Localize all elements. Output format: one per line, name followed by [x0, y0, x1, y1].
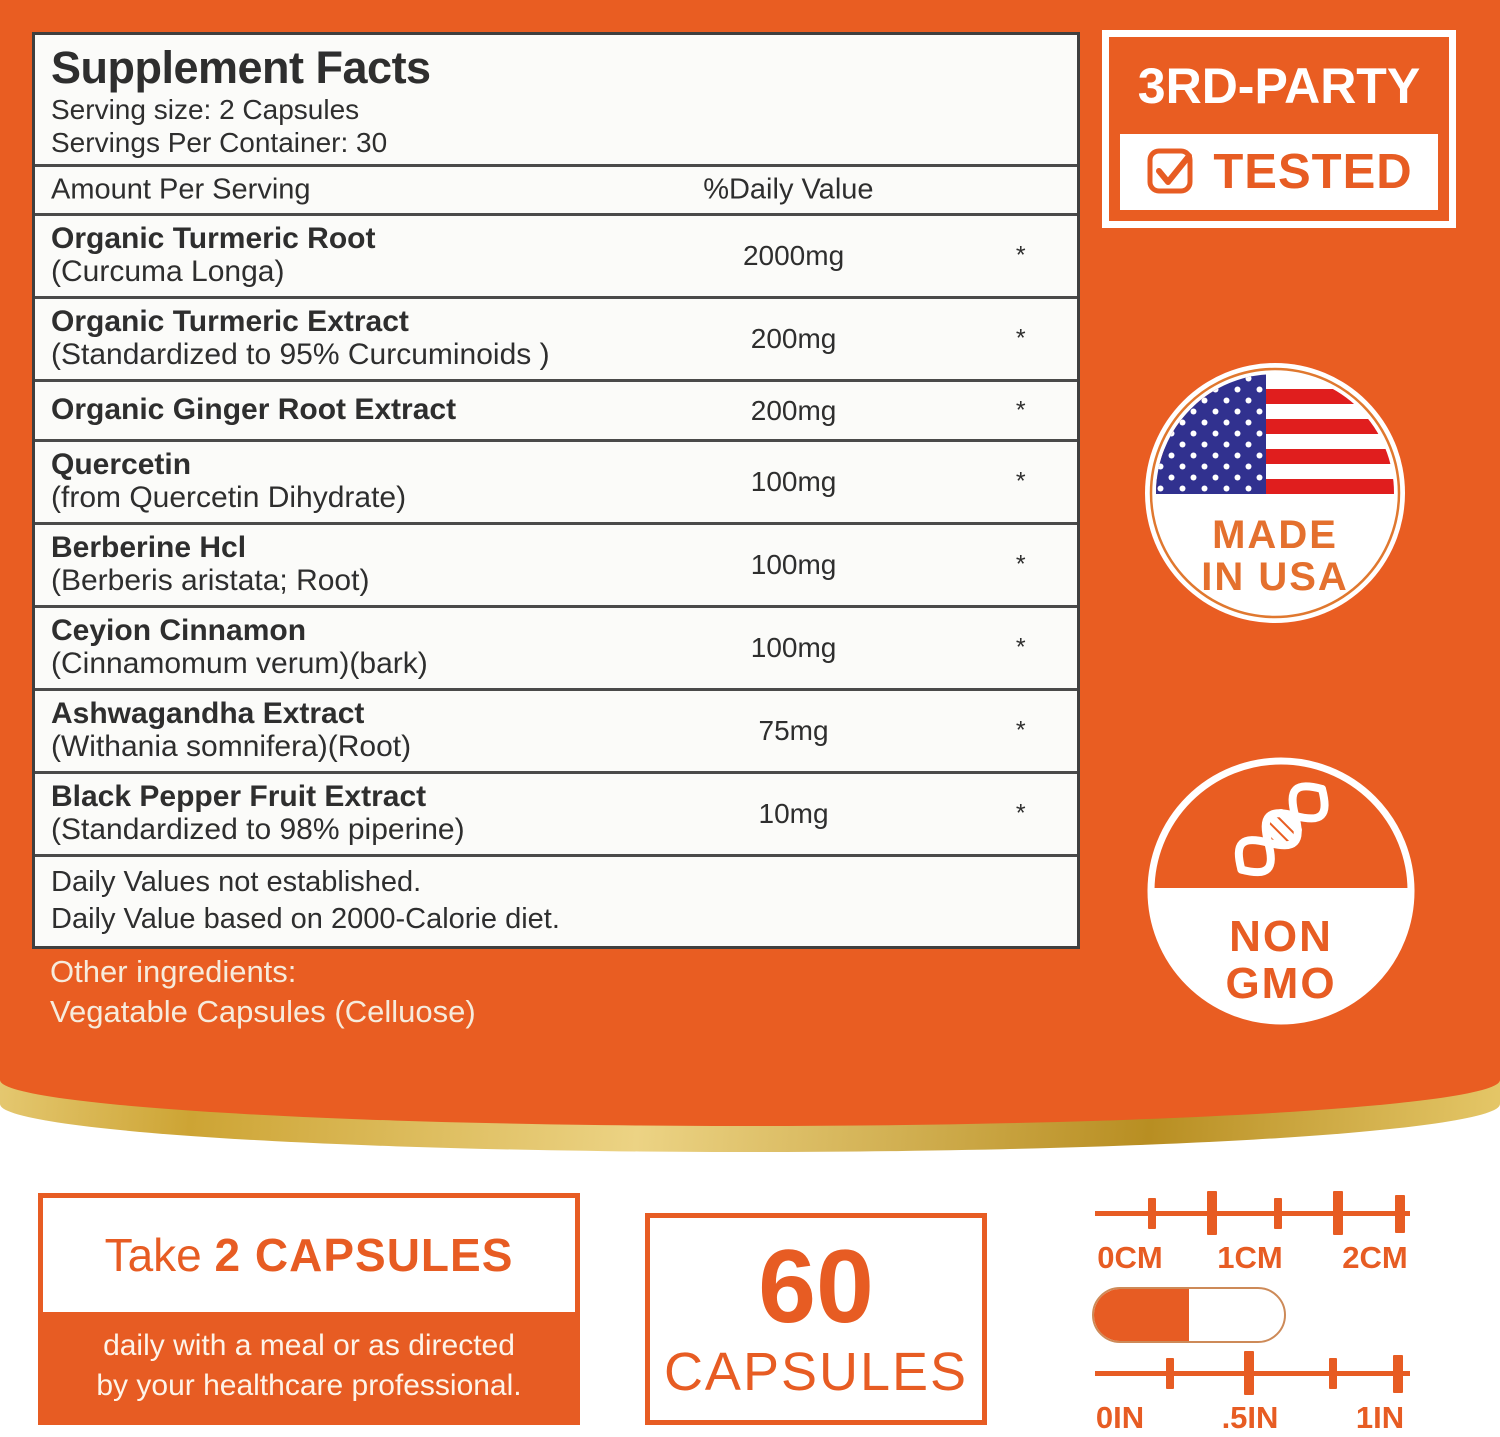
ingredient-dv-asterisk: *: [1015, 550, 1026, 579]
other-ingredients: [50, 952, 476, 1033]
servings-per-container-text: Servings Per Container: 30: [51, 127, 388, 159]
dosage-headline-regular: Take: [104, 1229, 215, 1281]
ingredient-dv-asterisk: *: [1015, 633, 1026, 662]
serving-size-text: Serving size: 2 Capsules: [51, 94, 360, 126]
ingredient-rows: [35, 213, 1077, 854]
tested-label: TESTED: [1213, 145, 1413, 199]
in-usa-label: IN USA: [1201, 555, 1349, 599]
footnote-line-2: Daily Value based on 2000-Calorie diet.: [51, 902, 560, 935]
checkbox-check-icon: [1145, 144, 1197, 201]
cm-tick: [1333, 1191, 1343, 1235]
dosage-card: [38, 1193, 580, 1425]
non-label: NON: [1229, 912, 1333, 961]
third-party-label: 3RD-PARTY: [1137, 57, 1421, 114]
dosage-headline-bold: 2 CAPSULES: [214, 1229, 514, 1281]
ingredient-detail: (from Quercetin Dihydrate): [51, 481, 407, 515]
made-in-usa-badge: [1144, 362, 1406, 624]
table-column-header: [35, 164, 1077, 213]
ingredient-dv-asterisk: *: [1015, 396, 1026, 425]
ingredient-amount: 100mg: [750, 466, 837, 498]
ingredient-amount: 2000mg: [742, 240, 845, 272]
table-row: [35, 771, 1077, 854]
ingredient-detail: (Standardized to 98% piperine): [51, 813, 465, 847]
cm-tick: [1207, 1191, 1217, 1235]
ingredient-dv-asterisk: *: [1015, 467, 1026, 496]
inch-tick: [1329, 1358, 1337, 1389]
ingredient-amount: 200mg: [750, 323, 837, 355]
ingredient-amount: 10mg: [758, 798, 829, 830]
table-row: [35, 296, 1077, 379]
daily-value-header: %Daily Value: [703, 173, 874, 206]
ingredient-amount: 200mg: [750, 394, 837, 426]
dosage-line-1: daily with a meal or as directed: [103, 1328, 515, 1362]
amount-per-serving-header: Amount Per Serving: [51, 173, 311, 206]
ingredient-name: Berberine Hcl: [51, 531, 247, 565]
ingredient-dv-asterisk: *: [1015, 716, 1026, 745]
ingredient-detail: (Standardized to 95% Curcuminoids ): [51, 338, 550, 372]
made-label: MADE: [1212, 513, 1338, 557]
ingredient-amount: 100mg: [750, 632, 837, 664]
ingredient-amount: 100mg: [750, 549, 837, 581]
dosage-instructions: [43, 1312, 575, 1420]
ingredient-detail: (Cinnamomum verum)(bark): [51, 647, 428, 681]
supplement-facts-header: [35, 35, 1077, 164]
table-row: [35, 605, 1077, 688]
cm-tick: [1395, 1195, 1405, 1233]
cm-label-2: 2CM: [1342, 1240, 1408, 1275]
ingredient-name: Quercetin: [51, 448, 192, 482]
cm-label-0: 0CM: [1097, 1240, 1163, 1275]
capsule-pill-icon: [1092, 1287, 1286, 1343]
inch-ruler: [1090, 1350, 1420, 1435]
supplement-facts-title: Supplement Facts: [51, 42, 431, 93]
dosage-headline: [43, 1198, 575, 1312]
table-row: [35, 688, 1077, 771]
us-flag-icon: [1156, 374, 1394, 494]
cm-ruler: [1090, 1190, 1420, 1275]
inch-tick: [1393, 1355, 1403, 1393]
capsule-size-diagram: [1090, 1190, 1420, 1435]
table-footnote: [35, 854, 1077, 946]
inch-label-0: 0IN: [1095, 1400, 1145, 1435]
other-ingredients-label: Other ingredients:: [50, 954, 297, 989]
gmo-label: GMO: [1225, 959, 1337, 1008]
ingredient-detail: (Berberis aristata; Root): [51, 564, 370, 598]
other-ingredients-value: Vegatable Capsules (Celluose): [50, 994, 476, 1030]
inch-tick: [1166, 1358, 1174, 1389]
ingredient-name: Organic Ginger Root Extract: [51, 393, 457, 427]
inch-label-half: .5IN: [1221, 1400, 1279, 1435]
table-row: [35, 439, 1077, 522]
inch-label-1: 1IN: [1355, 1400, 1405, 1435]
capsule-count-number: 60: [758, 1229, 874, 1345]
tested-box: [1120, 134, 1438, 210]
inch-tick: [1244, 1351, 1254, 1395]
dosage-line-2: by your healthcare professional.: [96, 1369, 522, 1402]
ingredient-amount: 75mg: [758, 715, 829, 747]
non-gmo-badge: [1144, 754, 1418, 1028]
cm-label-1: 1CM: [1217, 1240, 1283, 1275]
capsule-count-card: [645, 1213, 987, 1425]
ingredient-dv-asterisk: *: [1015, 241, 1026, 270]
cm-tick: [1148, 1198, 1156, 1229]
supplement-facts-panel: [32, 32, 1080, 949]
table-row: [35, 379, 1077, 439]
ingredient-name: Ashwagandha Extract: [51, 697, 365, 731]
table-row: [35, 213, 1077, 296]
ingredient-detail: (Withania somnifera)(Root): [51, 730, 412, 764]
cm-tick: [1274, 1198, 1282, 1229]
capsule-count-unit: CAPSULES: [663, 1342, 969, 1402]
ingredient-dv-asterisk: *: [1015, 799, 1026, 828]
table-row: [35, 522, 1077, 605]
ingredient-dv-asterisk: *: [1015, 324, 1026, 353]
ingredient-name: Organic Turmeric Root: [51, 222, 376, 256]
footnote-line-1: Daily Values not established.: [51, 866, 422, 899]
cm-ruler-line: [1095, 1211, 1410, 1216]
ingredient-detail: (Curcuma Longa): [51, 255, 285, 289]
third-party-tested-badge: [1102, 30, 1456, 228]
ingredient-name: Organic Turmeric Extract: [51, 305, 409, 339]
capsule-orange-half: [1094, 1289, 1189, 1341]
ingredient-name: Ceyion Cinnamon: [51, 614, 307, 648]
ingredient-name: Black Pepper Fruit Extract: [51, 780, 427, 814]
